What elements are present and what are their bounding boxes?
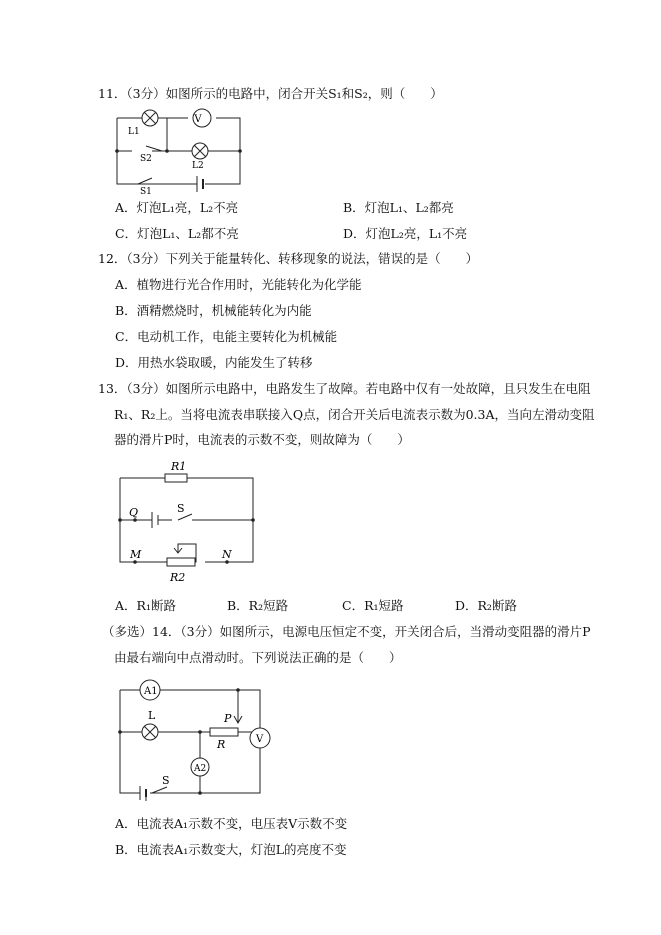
q13-rheostat-r2 — [167, 558, 195, 566]
q14-stem-line2: 由最右端向中点滑动时。下列说法正确的是（ ） — [114, 650, 402, 665]
q13-label-q: Q — [129, 506, 139, 519]
q11-label-s2: S2 — [140, 154, 152, 164]
q13-stem-line1: 13．（3分）如图所示电路中，电路发生了故障。若电路中仅有一处故障，且只发生在电阻 — [98, 381, 591, 396]
q13-option-a[interactable]: A．R₁断路 — [115, 598, 176, 613]
q14-rheostat-r — [210, 728, 238, 736]
q12-option-b[interactable]: B．酒精燃烧时，机械能转化为内能 — [115, 303, 312, 318]
q14-circuit-diagram — [112, 676, 277, 804]
q14-label-v: V — [256, 734, 264, 745]
q13-label-s: S — [177, 502, 185, 515]
q11-circuit-diagram — [112, 106, 247, 197]
q13-label-n: N — [222, 548, 232, 561]
q13-option-c[interactable]: C．R₁短路 — [342, 598, 404, 613]
q13-resistor-r1 — [165, 474, 187, 482]
q11-option-b[interactable]: B．灯泡L₁、L₂都亮 — [343, 200, 454, 215]
q14-label-s: S — [162, 774, 170, 787]
q12-stem: 12．（3分）下列关于能量转化、转移现象的说法，错误的是（ ） — [98, 251, 479, 266]
q14-lamp-l-icon — [142, 724, 158, 740]
q12-option-d[interactable]: D．用热水袋取暖，内能发生了转移 — [115, 355, 313, 370]
q11-lamp-l1-icon — [142, 110, 158, 126]
q11-label-l2: L2 — [192, 161, 204, 171]
q11-option-d[interactable]: D．灯泡L₂亮，L₁不亮 — [343, 226, 468, 241]
q14-label-l: L — [148, 709, 156, 722]
q13-label-r2: R2 — [170, 571, 186, 584]
q13-option-d[interactable]: D．R₂断路 — [455, 598, 517, 613]
q14-label-r: R — [217, 738, 226, 751]
q14-label-a2: A2 — [194, 764, 207, 774]
q13-option-b[interactable]: B．R₂短路 — [227, 598, 289, 613]
q11-lamp-l2-icon — [192, 143, 208, 159]
q11-label-v: V — [194, 114, 202, 125]
q11-option-c[interactable]: C．灯泡L₁、L₂都不亮 — [115, 226, 239, 241]
q12-option-a[interactable]: A．植物进行光合作用时，光能转化为化学能 — [115, 277, 362, 292]
q14-option-a[interactable]: A．电流表A₁示数不变，电压表V示数不变 — [115, 816, 348, 831]
q13-label-r1: R1 — [171, 460, 187, 473]
q14-label-p: P — [224, 712, 232, 725]
q11-label-s1: S1 — [140, 187, 152, 197]
q14-stem-line1: （多选）14．（3分）如图所示，电源电压恒定不变，开关闭合后，当滑动变阻器的滑片P — [102, 624, 591, 639]
q13-stem-line3: 器的滑片P时，电流表的示数不变，则故障为（ ） — [114, 432, 410, 447]
q13-stem-line2: R₁、R₂上。当将电流表串联接入Q点，闭合开关后电流表示数为0.3A，当向左滑动变阻 — [114, 407, 595, 422]
q13-label-m: M — [130, 548, 142, 561]
q11-label-l1: L1 — [128, 127, 140, 137]
q11-stem: 11．（3分）如图所示的电路中，闭合开关S₁和S₂，则（ ） — [98, 86, 443, 101]
q13-circuit-diagram — [112, 458, 262, 586]
q14-option-b[interactable]: B．电流表A₁示数变大，灯泡L的亮度不变 — [115, 842, 347, 857]
q11-option-a[interactable]: A．灯泡L₁亮，L₂不亮 — [115, 200, 239, 215]
q14-label-a1: A1 — [144, 686, 158, 697]
q12-option-c[interactable]: C．电动机工作，电能主要转化为机械能 — [115, 329, 338, 344]
